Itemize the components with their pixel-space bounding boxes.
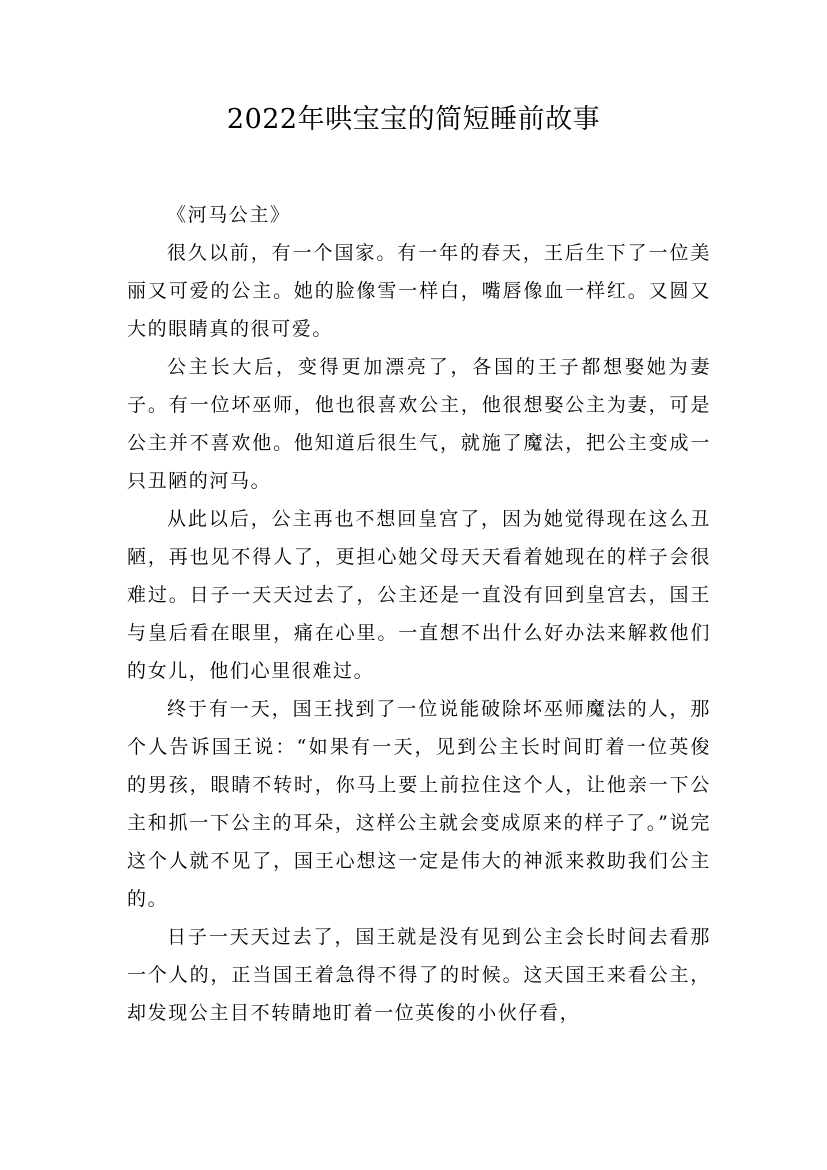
document-title: 2022年哄宝宝的简短睡前故事 [226, 104, 601, 135]
story-title: 《河马公主》 [167, 204, 291, 226]
paragraph-3: 从此以后，公主再也不想回皇宫了，因为她觉得现在这么丑陋，再也见不得人了，更担心她父母天天看着她现在的样子会很难过。日子一天天过去了，公主还是一直没有回到皇宫去，国王与皇后看在眼里，痛在心里。一直想不出什么好办法来解救他们的女儿，他们心里很难过。 [127, 508, 711, 682]
paragraph-4: 终于有一天，国王找到了一位说能破除坏巫师魔法的人，那个人告诉国王说：“如果有一天，见到公主长时间盯着一位英俊的男孩，眼睛不转时，你马上要上前拉住这个人，让他亲一下公主和抓一下公主的耳朵，这样公主就会变成原来的样子了。”说完这个人就不见了，国王心想这一定是伟大的神派来救助我们公主的。 [127, 698, 711, 910]
paragraph-2: 公主长大后，变得更加漂亮了，各国的王子都想娶她为妻子。有一位坏巫师，他也很喜欢公主，他很想娶公主为妻，可是公主并不喜欢他。他知道后很生气，就施了魔法，把公主变成一只丑陋的河马。 [127, 356, 711, 492]
paragraph-1: 很久以前，有一个国家。有一年的春天，王后生下了一位美丽又可爱的公主。她的脸像雪一样白，嘴唇像血一样红。又圆又大的眼睛真的很可爱。 [127, 242, 711, 340]
document-body [127, 196, 711, 1032]
paragraph-5: 日子一天天过去了，国王就是没有见到公主会长时间去看那一个人的，正当国王着急得不得了的时候。这天国王来看公主，却发现公主目不转睛地盯着一位英俊的小伙仔看， [127, 926, 711, 1024]
